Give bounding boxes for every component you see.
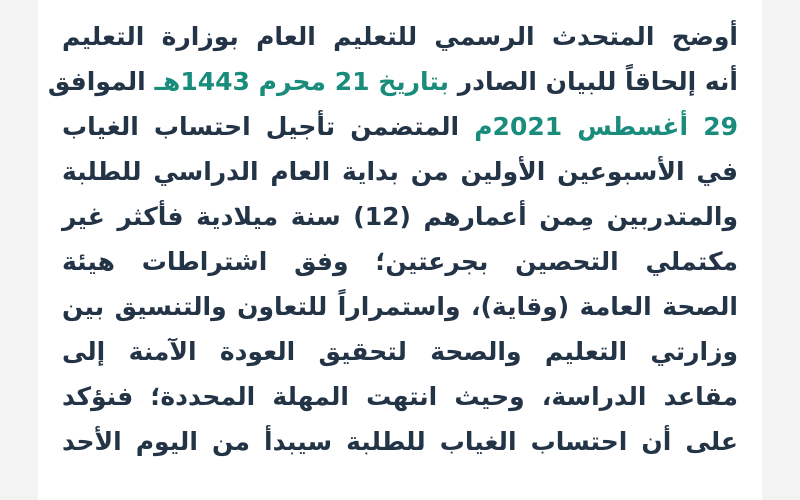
- statement-line-2-start: أنه إلحاقاً للبيان الصادر: [449, 67, 738, 96]
- statement-line-3-end: المتضمن تأجيل احتساب الغياب: [62, 112, 475, 141]
- statement-text: [47, 14, 738, 464]
- statement-line-5: والمتدربين مِمن أعمارهم (12) سنة ميلادية فأكثر غير: [62, 202, 738, 231]
- statement-line-4: في الأسبوعين الأولين من بداية العام الدراسي للطلبة: [62, 157, 738, 186]
- gregorian-date: 29 أغسطس 2021م: [474, 112, 738, 141]
- statement-line-9: مقاعد الدراسة، وحيث انتهت المهلة المحددة؛ فنؤكد: [62, 382, 738, 411]
- statement-line-6: مكتملي التحصين بجرعتين؛ وفق اشتراطات هيئة: [62, 247, 738, 276]
- statement-line-10: على أن احتساب الغياب للطلبة سيبدأ من اليوم الأحد: [62, 427, 738, 456]
- statement-line-8: وزارتي التعليم والصحة لتحقيق العودة الآمنة إلى: [62, 337, 738, 366]
- statement-line-1: أوضح المتحدث الرسمي للتعليم العام بوزارة التعليم: [62, 22, 738, 51]
- statement-line-2-end: الموافق: [47, 67, 155, 96]
- statement-line-7: الصحة العامة (وقاية)، واستمراراً للتعاون والتنسيق بين: [62, 292, 738, 321]
- statement-line-2: [47, 59, 738, 104]
- right-margin-bar: [762, 0, 800, 500]
- statement-line-3: [62, 104, 738, 149]
- hijri-date: بتاريخ 21 محرم 1443هـ: [154, 67, 450, 96]
- left-margin-bar: [0, 0, 38, 500]
